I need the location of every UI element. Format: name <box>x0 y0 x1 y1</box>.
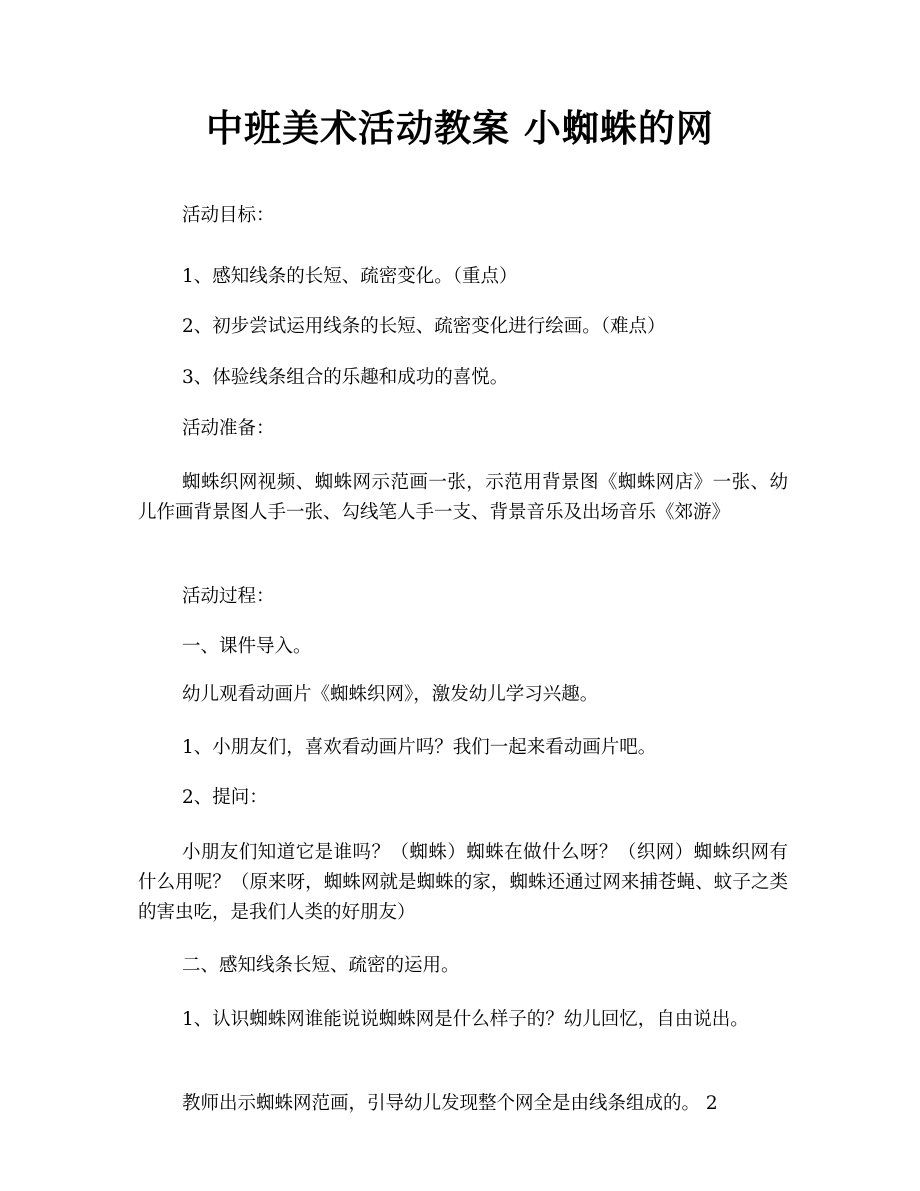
section-heading-preparation: 活动准备： <box>182 418 275 439</box>
section-heading-goals: 活动目标： <box>182 205 275 226</box>
preparation-text: 蜘蛛织网视频、蜘蛛网示范画一张，示范用背景图《蜘蛛网店》一张、幼儿作画背景图人手一张、勾线笔人手一支、背景音乐及出场音乐《郊游》 <box>138 472 788 523</box>
process-step-2: 二、感知线条长短、疏密的运用。 <box>182 955 460 976</box>
goal-item-2: 2、初步尝试运用线条的长短、疏密变化进行绘画。（难点） <box>182 316 666 337</box>
process-step-2-item-1: 1、认识蜘蛛网谁能说说蜘蛛网是什么样子的？幼儿回忆，自由说出。 <box>182 1009 749 1030</box>
goal-item-1: 1、感知线条的长短、疏密变化。（重点） <box>182 266 518 287</box>
process-step-1-text: 幼儿观看动画片《蜘蛛织网》，激发幼儿学习兴趣。 <box>182 684 599 705</box>
process-step-2-text: 教师出示蜘蛛网范画，引导幼儿发现整个网全是由线条组成的。 2 <box>182 1093 718 1114</box>
document-title: 中班美术活动教案 小蜘蛛的网 <box>206 107 714 150</box>
question-text: 小朋友们知道它是谁吗？（蜘蛛）蜘蛛在做什么呀？（织网）蜘蛛织网有什么用呢？（原来呀，蜘蛛网就是蜘蛛的家，蜘蛛还通过网来捕苍蝇、蚊子之类的害虫吃，是我们人类的好朋友） <box>138 842 788 923</box>
goal-item-3: 3、体验线条组合的乐趣和成功的喜悦。 <box>182 367 509 388</box>
section-heading-process: 活动过程： <box>182 586 275 607</box>
process-step-1-item-2: 2、提问： <box>182 787 268 808</box>
process-step-1-item-1: 1、小朋友们，喜欢看动画片吗？我们一起来看动画片吧。 <box>182 737 657 758</box>
process-step-1: 一、课件导入。 <box>182 636 312 657</box>
